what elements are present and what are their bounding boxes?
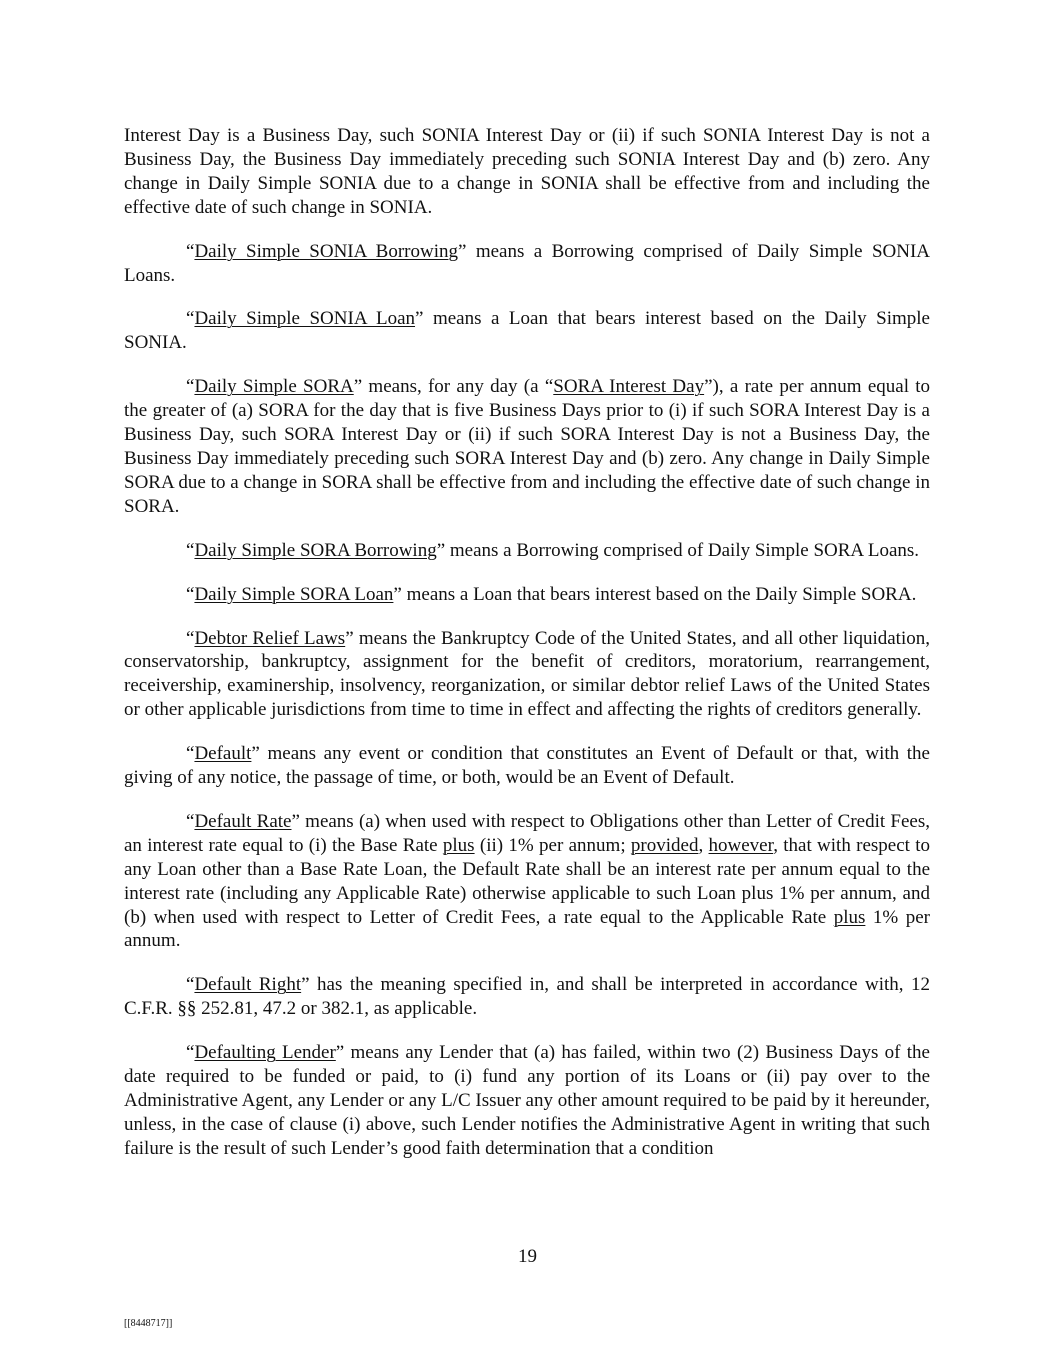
document-id: [[8448717]] <box>124 1318 173 1329</box>
paragraph-text: ” means (a) when used with respect to Obligations other than Letter of Credit Fees, an interest rate equal to (i) the Base Rate <box>124 810 930 856</box>
paragraph-text: ” means any event or condition that constitutes an Event of Default or that, with the giving of any notice, the passage of time, or both, would be an Event of Default. <box>124 743 930 789</box>
paragraph-text: ” means any Lender that (a) has failed, within two (2) Business Days of the date required to be funded or paid, to (i) fund any portion of its Loans or (ii) pay over to the Administrative Agent, any Lender or any L/C Issuer any other amount required to be paid by it hereunder, unless, in the case of clause (i) above, such Lender notifies the Administrative Agent in writing that such failure is the result of such Lender’s good faith determination that a condition <box>124 1042 930 1159</box>
defined-term: SORA Interest Day <box>553 376 705 398</box>
paragraph-text: ” means a Loan that bears interest based on the Daily Simple SONIA. <box>124 308 930 354</box>
definition-paragraph <box>124 307 930 355</box>
paragraph-text: ” means a Borrowing comprised of Daily Simple SONIA Loans. <box>124 240 930 286</box>
defined-term: Default Right <box>194 974 302 996</box>
paragraph-text: , that with respect to any Loan other than a Base Rate Loan, the Default Rate shall be an interest rate per annum equal to the interest rate (including any Applicable Rate) otherwise applicable to such Loan plus 1% per annum, and (b) when used with respect to Letter of Credit Fees, a rate equal to the Applicable Rate <box>124 834 931 928</box>
paragraph-text: “ <box>186 240 195 262</box>
paragraph-text: “ <box>186 1042 195 1064</box>
paragraph-text: “ <box>186 376 195 398</box>
defined-term: however <box>708 834 774 856</box>
paragraph-text: ”), a rate per annum equal to the greater of (a) SORA for the day that is five Business Days prior to (i) if such SORA Interest Day is a Business Day, such SORA Interest Day or (ii) if such SORA Interest Day is not a Business Day, the Business Day immediately preceding such SORA Interest Day and (b) zero. Any change in Daily Simple SORA due to a change in SORA shall be effective from and including the effective date of such change in SORA. <box>124 376 931 517</box>
paragraph-text: ” means a Loan that bears interest based on the Daily Simple SORA. <box>393 583 917 605</box>
paragraph-text: “ <box>186 627 195 649</box>
document-body <box>124 124 930 1181</box>
definition-paragraph <box>124 973 930 1021</box>
paragraph-text: ” has the meaning specified in, and shall be interpreted in accordance with, 12 C.F.R. §§ 252.81, 47.2 or 382.1, as applicable. <box>124 974 931 1020</box>
definition-paragraph <box>124 583 930 607</box>
paragraph-text: “ <box>186 743 195 765</box>
definition-paragraph <box>124 627 930 723</box>
paragraph-text: , <box>698 834 709 856</box>
defined-term: plus <box>833 906 866 928</box>
paragraph-text: “ <box>186 539 195 561</box>
defined-term: Daily Simple SORA Loan <box>194 583 394 605</box>
defined-term: Defaulting Lender <box>194 1042 336 1064</box>
continued-paragraph <box>124 124 930 220</box>
definition-paragraph <box>124 1041 930 1161</box>
definition-paragraph <box>124 375 930 518</box>
definition-paragraph <box>124 539 930 563</box>
paragraph-text: “ <box>186 308 195 330</box>
paragraph-text: ” means the Bankruptcy Code of the United States, and all other liquidation, conservatorship, bankruptcy, assignment for the benefit of creditors, moratorium, rearrangement, receivership, examinership, insolvency, reorganization, or similar debtor relief Laws of the United States or other applicable jurisdictions from time to time in effect and affecting the rights of creditors generally. <box>124 627 930 721</box>
defined-term: Default Rate <box>194 810 292 832</box>
defined-term: plus <box>442 834 475 856</box>
paragraph-text: ” means, for any day (a “ <box>353 376 554 398</box>
paragraph-text: ” means a Borrowing comprised of Daily Simple SORA Loans. <box>436 539 920 561</box>
paragraph-text: “ <box>186 810 195 832</box>
definition-paragraph <box>124 742 930 790</box>
paragraph-text: “ <box>186 974 195 996</box>
defined-term: Debtor Relief Laws <box>194 627 346 649</box>
paragraph-text: (ii) 1% per annum; <box>474 834 631 856</box>
definition-paragraph <box>124 810 930 953</box>
paragraph-text: Interest Day is a Business Day, such SONIA Interest Day or (ii) if such SONIA Interest Day is not a Business Day, the Business Day immediately preceding such SONIA Interest Day and (b) zero. Any change in Daily Simple SONIA due to a change in SONIA shall be effective from and including the effective date of such change in SONIA. <box>124 125 930 218</box>
page-number: 19 <box>518 1246 537 1267</box>
defined-term: provided <box>630 834 699 856</box>
defined-term: Daily Simple SONIA Borrowing <box>194 240 459 262</box>
paragraph-text: “ <box>186 583 195 605</box>
defined-term: Daily Simple SORA Borrowing <box>194 539 437 561</box>
defined-term: Daily Simple SORA <box>194 376 354 398</box>
defined-term: Daily Simple SONIA Loan <box>194 308 416 330</box>
paragraph-text: 1% per annum. <box>124 906 930 952</box>
definition-paragraph <box>124 240 930 288</box>
defined-term: Default <box>194 743 252 765</box>
